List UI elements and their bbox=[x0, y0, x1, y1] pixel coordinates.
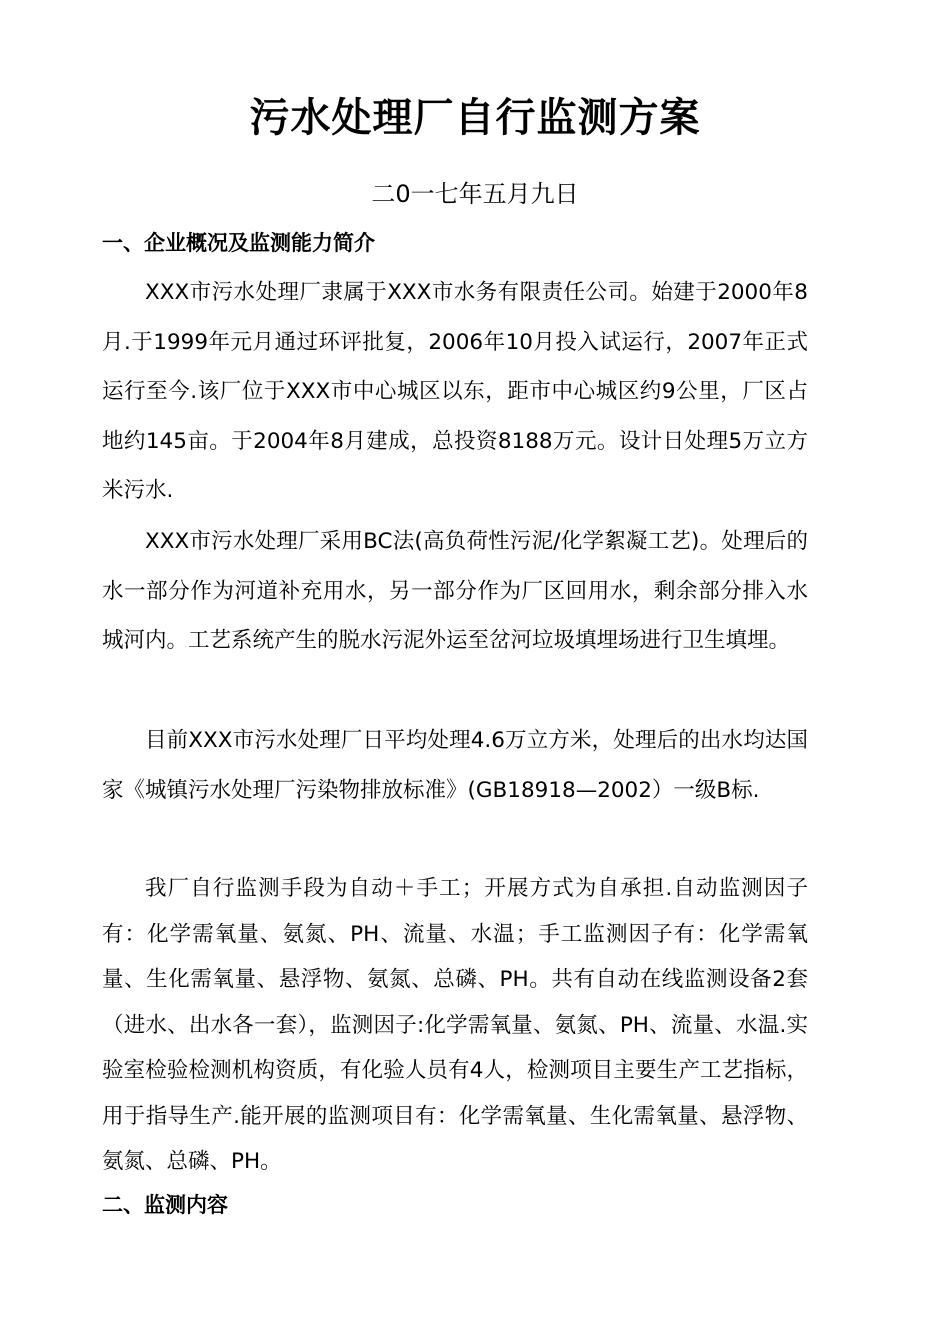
document-title: 污水处理厂自行监测方案 bbox=[249, 95, 701, 141]
document-date: 二0一七年五月九日 bbox=[371, 180, 579, 208]
paragraph-treatment-process: XXX市污水处理厂采用BC法(高负荷性污泥/化学絮凝工艺)。处理后的水一部分作为河道补充用水，另一部分作为厂区回用水，剩余部分排入水城河内。工艺系统产生的脱水污泥外运至岔河垃圾填埋场进行卫生填埋。 bbox=[102, 529, 808, 653]
section-heading-overview: 一、企业概况及监测能力简介 bbox=[102, 231, 375, 255]
paragraph-plant-background: XXX市污水处理厂隶属于XXX市水务有限责任公司。始建于2000年8月.于1999年元月通过环评批复，2006年10月投入试运行，2007年正式运行至今.该厂位于XXX市中心城区以东，距市中心城区约9公里，厂区占地约145亩。于2004年8月建成，总投资8188万元。设计日处理5万立方米污水. bbox=[102, 280, 808, 503]
paragraph-discharge-standard: 目前XXX市污水处理厂日平均处理4.6万立方米，处理后的出水均达国家《城镇污水处理厂污染物排放标准》(GB18918—2002）一级B标. bbox=[102, 728, 808, 803]
section-heading-monitoring-content: 二、监测内容 bbox=[102, 1193, 228, 1217]
paragraph-monitoring-capability: 我厂自行监测手段为自动＋手工；开展方式为自承担.自动监测因子有：化学需氧量、氨氮、PH、流量、水温；手工监测因子有：化学需氧量、生化需氧量、悬浮物、氨氮、总磷、PH。共有自动在线监测设备2套（进水、出水各一套），监测因子:化学需氧量、氨氮、PH、流量、水温.实验室检验检测机构资质，有化验人员有4人，检测项目主要生产工艺指标，用于指导生产.能开展的监测项目有：化学需氧量、生化需氧量、悬浮物、氨氮、总磷、PH。 bbox=[102, 876, 808, 1174]
